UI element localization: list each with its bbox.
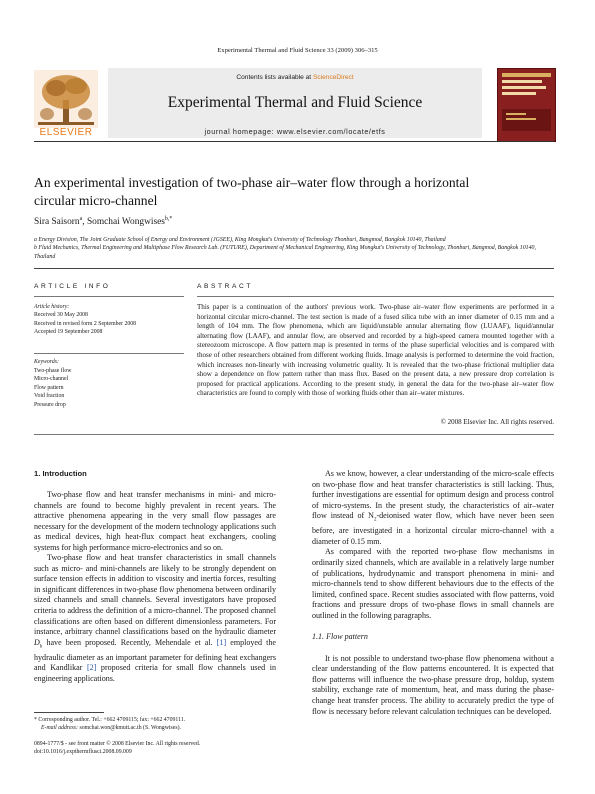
page-footer — [34, 740, 334, 756]
keyword: Pressure drop — [34, 401, 66, 408]
info-rule — [34, 353, 184, 354]
article-info-heading: ARTICLE INFO — [34, 283, 111, 290]
paragraph — [34, 553, 276, 684]
paragraph-text: Two-phase flow and heat transfer characteristics in small channels such as micro- and mini-channels are likely to be strongly dependent on surface tension effects in addition to viscosity and inertia forces, resulting in significant differences in two-phase flow phenomena between ordinarily sized channels and small channels. Several investigators have proposed criteria to address the definition of a micro-channel. The proposed channel classifications are often based on different dimensionless parameters. For instance, arbitrary channel classifications based on the hydraulic diameter — [34, 553, 276, 637]
contents-line — [108, 74, 482, 81]
section-rule — [34, 434, 554, 435]
issn-line: 0894-1777/$ - see front matter © 2008 Elsevier Inc. All rights reserved. — [34, 741, 201, 747]
paragraph: Two-phase flow and heat transfer mechanisms in mini- and micro-channels are found to become highly prevalent in recent years. The attractive phenomena appearing in the very small flow passages are necessary for the development of the modern technology applications such as medical devices, high heat-flux compact heat exchangers, cooling systems for high performance micro-electronics and so on. — [34, 490, 276, 552]
author-separator: , — [82, 217, 87, 228]
symbol-subscript: h — [39, 644, 43, 650]
subsection-heading: 1.1. Flow pattern — [312, 632, 368, 642]
journal-title: Experimental Thermal and Fluid Science — [167, 94, 423, 111]
paragraph-text: have been proposed. Recently, Mehendale et al. — [42, 637, 217, 647]
author-name[interactable]: Somchai Wongwises — [86, 217, 165, 228]
footnote — [34, 716, 294, 732]
section-rule — [34, 268, 554, 269]
doi-line[interactable]: doi:10.1016/j.expthermflusci.2008.09.009 — [34, 749, 132, 755]
sciencedirect-link[interactable]: ScienceDirect — [312, 74, 354, 81]
keyword: Flow pattern — [34, 384, 64, 391]
author-list — [34, 216, 172, 227]
email-address[interactable]: somchai.won@kmutt.ac.th (S. Wongwises). — [79, 725, 181, 731]
body-column-right — [312, 469, 554, 717]
info-rule — [34, 296, 184, 297]
elsevier-tree-logo — [34, 70, 98, 128]
body-column-left — [34, 490, 276, 684]
accepted-date: Accepted 19 September 2008 — [34, 329, 103, 336]
received-date: Received 30 May 2008 — [34, 312, 88, 319]
abstract-heading: ABSTRACT — [197, 283, 253, 290]
keywords-heading: Keywords: — [34, 359, 59, 365]
history-heading: Article history: — [34, 304, 70, 310]
paragraph-text: -deionised water flow, which have never been seen before, are investigated in a horizontal circular micro-channel with a diameter of 0.15 mm. — [312, 511, 554, 546]
copyright-notice: © 2008 Elsevier Inc. All rights reserved. — [440, 418, 554, 426]
affiliation-a: a Energy Division, The Joint Graduate School of Energy and Environment (JGSEE), King Mongkut's University of Technology Thonburi, Bangmod, Bangkok 10140, Thailand — [34, 237, 446, 243]
keyword: Micro-channel — [34, 376, 69, 383]
journal-cover-thumbnail — [497, 68, 556, 142]
paragraph: As compared with the reported two-phase flow mechanisms in ordinarily sized channels, which are available in a relatively large number of publications, hydrodynamic and transport phenomena in mini- and micro-channels tend to show different behaviours due to the effects of the limited, confined space. Recent studies associated with flow patterns, void fractions and pressure drops of two-phase flows in small channels are outlined in the following paragraphs. — [312, 547, 554, 620]
paragraph-text: employed the hydraulic diameter as an important parameter for defining heat exchangers and Kandlikar — [34, 637, 276, 673]
keywords-block — [34, 358, 184, 410]
section-heading: 1. Introduction — [34, 469, 87, 478]
paragraph — [312, 469, 554, 547]
affiliation-b: b Fluid Mechanics, Thermal Engineering and Multiphase Flow Research Lab. (FUTURE), Department of Mechanical Engineering, King Mongkut's University of Technology, Thonburi, Bangmod, Bangkok 10140, Thailand — [34, 245, 536, 260]
paragraph: It is not possible to understand two-phase flow phenomena without a clear understanding of the flow patterns encountered. It is expected that flow patterns will influence the two-phase pressure drop, holdup, system stability, exchange rate of momentum, heat, and mass during the phase-change heat transfer process. The ability to accurately predict the type of flow is necessary before relevant calculation techniques can be developed. — [312, 653, 554, 716]
footnote-rule — [34, 712, 104, 713]
formula-subscript: 2 — [373, 517, 377, 523]
revised-date: Received in revised form 2 September 2008 — [34, 320, 137, 327]
citation-link[interactable]: [1] — [216, 637, 227, 647]
affiliation-marker: b,* — [164, 216, 173, 222]
elsevier-wordmark: ELSEVIER — [39, 127, 93, 138]
email-label: E-mail address: — [41, 725, 80, 731]
affiliations — [34, 236, 554, 261]
paragraph-text: As we know, however, a clear understanding of the micro-scale effects on two-phase flow and heat transfer characteristics is still lacking. Thus, further investigations are essential for optimum design and process control of micro-systems. In the present study, the characteristics of air–water flow instead of N — [312, 469, 554, 521]
paragraph-text: proposed criteria for small flow channels used in engineering applications. — [34, 663, 276, 683]
running-head: Experimental Thermal and Fluid Science 33 (2009) 306–315 — [217, 47, 378, 54]
contents-prefix: Contents lists available at — [236, 74, 313, 81]
keyword: Void fraction — [34, 393, 65, 400]
header-rule — [34, 141, 554, 142]
keyword: Two-phase flow — [34, 367, 72, 374]
citation-link[interactable]: [2] — [86, 663, 97, 673]
corresponding-author: * Corresponding author. Tel.: +662 4709115; fax: +662 4709111. — [34, 717, 186, 723]
abstract-text: This paper is a continuation of the authors' previous work. Two-phase air–water flow experiments are performed in a horizontal circular micro-channel. The test section is made of a fused silica tube with an inner diameter of 0.15 mm and a length of 104 mm. The flow phenomena, which are liquid/unstable annular alternating flow (LUAAF), liquid/annular alternating flow (LAAF), and annular flow, are observed and recorded by a high-speed camera mounted together with a stereozoom microscope. A flow pattern map is presented in terms of the phase superficial velocities and is compared with those of other researchers obtained from different working fluids. Image analysis is performed to determine the void fraction, which increases non-linearly with increasing volumetric quality. It is revealed that the two-phase frictional multiplier data show a dependence on flow pattern rather than mass flux. Based on the present data, a new pressure drop correlation is proposed for practical applications. According to the present study, in general the data for the two-phase air–water flow characteristics are found to comply with those of working fluids other than air–water mixtures. — [197, 303, 554, 398]
article-title: An experimental investigation of two-phase air–water flow through a horizontal circular micro-channel — [34, 175, 470, 208]
symbol: D — [34, 637, 40, 647]
article-history — [34, 303, 184, 337]
journal-homepage[interactable]: journal homepage: www.elsevier.com/locate/etfs — [204, 127, 386, 136]
affiliation-marker: a — [79, 216, 83, 222]
email-line — [34, 724, 294, 732]
author-name[interactable]: Sira Saisorn — [34, 217, 80, 228]
abstract-rule — [197, 296, 554, 297]
